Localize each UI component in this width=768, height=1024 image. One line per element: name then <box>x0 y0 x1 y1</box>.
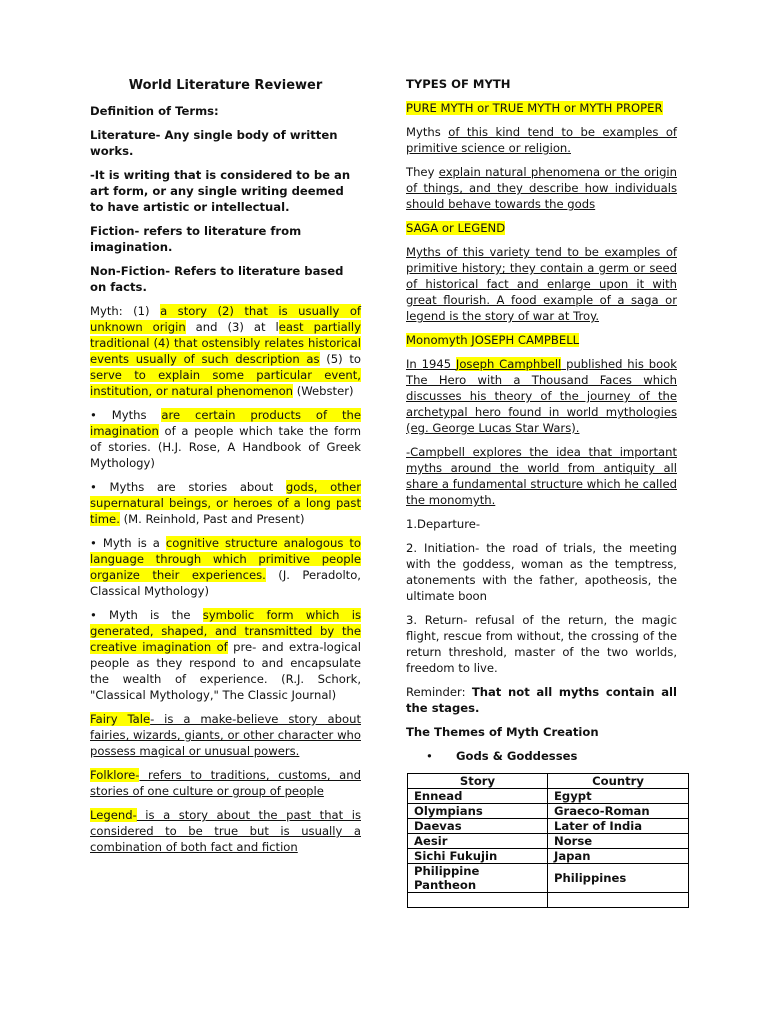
table-cell-country <box>548 893 689 908</box>
heading-highlight: PURE MYTH or TRUE MYTH or MYTH PROPER <box>406 101 663 115</box>
table-cell-country: Japan <box>548 849 689 864</box>
table-cell-country: Egypt <box>548 789 689 804</box>
term-text: is a story about the past that is considered to be true but is usually a combination of both fact and fiction <box>90 808 361 854</box>
quote-text: pre- and extra-logical people as they respond to and encapsulate the wealth of experience. (R.J. Schork, "Classical Mythology," The Classic Journal) <box>90 640 361 702</box>
quote-highlight: cognitive structure analogous to language through which primitive people organize their experiences. <box>90 536 361 582</box>
myth-quote-reinhold <box>90 479 361 527</box>
myth-def-part: (Webster) <box>293 384 354 398</box>
heading-highlight: Monomyth JOSEPH CAMPBELL <box>406 333 580 347</box>
quote-text: (J. Peradolto, Classical Mythology) <box>90 568 361 598</box>
para-text: Myths <box>406 125 449 139</box>
table-row <box>408 834 689 849</box>
fairy-tale-definition <box>90 711 361 759</box>
table-header-row <box>408 774 689 789</box>
reminder-label: Reminder: <box>406 685 472 699</box>
myth-def-highlight: serve to explain some particular event, institution, or natural phenomenon <box>90 368 361 398</box>
table-row <box>408 864 689 893</box>
pure-myth-para-1 <box>406 124 677 156</box>
bullet-label: Gods & Goddesses <box>456 749 578 763</box>
document-title: World Literature Reviewer <box>128 78 323 93</box>
pure-myth-para-2 <box>406 164 677 212</box>
table-header-story: Story <box>408 774 548 789</box>
pure-myth-heading <box>406 100 677 116</box>
quote-text: of a people which take the form of stories. (H.J. Rose, A Handbook of Greek Mythology) <box>90 424 361 470</box>
myth-def-part: Myth: (1) <box>90 304 161 318</box>
term-highlight: Legend- <box>90 808 137 822</box>
themes-heading: The Themes of Myth Creation <box>406 725 599 739</box>
stage-return: 3. Return- refusal of the return, the magic flight, rescue from without, the crossing of the return threshold, master of the two worlds, freedom to live. <box>406 613 677 675</box>
para-highlight: Joseph Camphbell <box>455 357 562 371</box>
folklore-definition <box>90 767 361 799</box>
stage-initiation: 2. Initiation- the road of trials, the meeting with the goddess, woman as the temptress, atonements with the father, apotheosis, the ultimate boon <box>406 541 677 603</box>
table-cell-country: Norse <box>548 834 689 849</box>
monomyth-para-2: -Campbell explores the idea that important myths around the world from antiquity all share a fundamental structure which he called the monomyth. <box>406 445 677 507</box>
table-row-empty <box>408 893 689 908</box>
heading-highlight: SAGA or LEGEND <box>406 221 506 235</box>
reminder-text: That not all myths contain all the stages. <box>406 685 677 715</box>
term-text: refers to traditions, customs, and stories of one culture or group of people <box>90 768 361 798</box>
para-text: published his book The Hero with a Thousand Faces which discusses his theory of the journey of the archetypal hero found in world mythologies (eg. George Lucas Star Wars). <box>406 357 677 435</box>
table-row <box>408 819 689 834</box>
para-underline: explain natural phenomena or the origin of things, and they describe how individuals should behave towards the gods <box>406 165 677 211</box>
myth-def-part: (5) to <box>319 352 361 366</box>
myth-quote-schork <box>90 607 361 703</box>
term-text: - is a make-believe story about fairies, wizards, giants, or other character who possess magical or unusual powers. <box>90 712 361 758</box>
types-of-myth-heading: TYPES OF MYTH <box>406 77 511 91</box>
table-cell-story: Daevas <box>408 819 548 834</box>
para-underline: of this kind tend to be examples of primitive science or religion. <box>406 125 677 155</box>
table-row <box>408 804 689 819</box>
para-text: In 1945 <box>406 357 456 371</box>
myth-quote-peradolto <box>90 535 361 599</box>
table-row <box>408 789 689 804</box>
literature-definition: Literature- Any single body of written works. <box>90 128 338 158</box>
table-cell-story: Olympians <box>408 804 548 819</box>
myth-def-part: and (3) at l <box>185 320 279 334</box>
quote-text: • Myths are stories about <box>90 480 286 494</box>
table-cell-story: Aesir <box>408 834 548 849</box>
legend-definition <box>90 807 361 855</box>
monomyth-para-1 <box>406 356 677 436</box>
left-column <box>90 76 361 863</box>
saga-heading <box>406 220 677 236</box>
table-cell-country: Later of India <box>548 819 689 834</box>
reminder-note <box>406 684 677 716</box>
term-highlight: Fairy Tale <box>90 712 151 726</box>
monomyth-heading <box>406 332 677 348</box>
quote-text: (M. Reinhold, Past and Present) <box>119 512 305 526</box>
myth-def-highlight: east partially traditional (4) that ostensibly relates historical events usually of such description as <box>90 320 361 366</box>
myth-def-highlight: a story (2) that is usually of unknown origin <box>90 304 361 334</box>
definition-heading: Definition of Terms: <box>90 104 219 118</box>
bullet-gods-goddesses <box>406 748 677 764</box>
table-cell-story: Ennead <box>408 789 548 804</box>
table-row <box>408 849 689 864</box>
literature-art-note: -It is writing that is considered to be an art form, or any single writing deemed to have artistic or intellectual. <box>90 168 351 214</box>
quote-highlight: are certain products of the imagination <box>90 408 361 438</box>
right-column <box>406 76 677 908</box>
table-cell-country: Philippines <box>548 864 689 893</box>
myth-pantheon-table <box>407 773 689 908</box>
fiction-definition: Fiction- refers to literature from imagination. <box>90 224 302 254</box>
nonfiction-definition: Non-Fiction- Refers to literature based on facts. <box>90 264 344 294</box>
term-highlight: Folklore- <box>90 768 140 782</box>
quote-highlight: gods, other supernatural beings, or heroes of a long past time. <box>90 480 361 526</box>
myth-definition <box>90 303 361 399</box>
table-cell-story: Philippine Pantheon <box>408 864 548 893</box>
bullet-icon: • <box>426 749 433 763</box>
quote-text: • Myth is a <box>90 536 166 550</box>
para-text: They <box>406 165 439 179</box>
stage-departure: 1.Departure- <box>406 517 481 531</box>
quote-highlight: symbolic form which is generated, shaped, and transmitted by the creative imagination of <box>90 608 361 654</box>
table-header-country: Country <box>548 774 689 789</box>
quote-text: • Myths <box>90 408 162 422</box>
saga-paragraph: Myths of this variety tend to be examples of primitive history; they contain a germ or seed of historical fact and enlarge upon it with great flourish. A food example of a saga or legend is the story of war at Troy. <box>406 245 677 323</box>
quote-text: • Myth is the <box>90 608 203 622</box>
table-cell-story <box>408 893 548 908</box>
table-cell-story: Sichi Fukujin <box>408 849 548 864</box>
table-cell-country: Graeco-Roman <box>548 804 689 819</box>
myth-quote-rose <box>90 407 361 471</box>
